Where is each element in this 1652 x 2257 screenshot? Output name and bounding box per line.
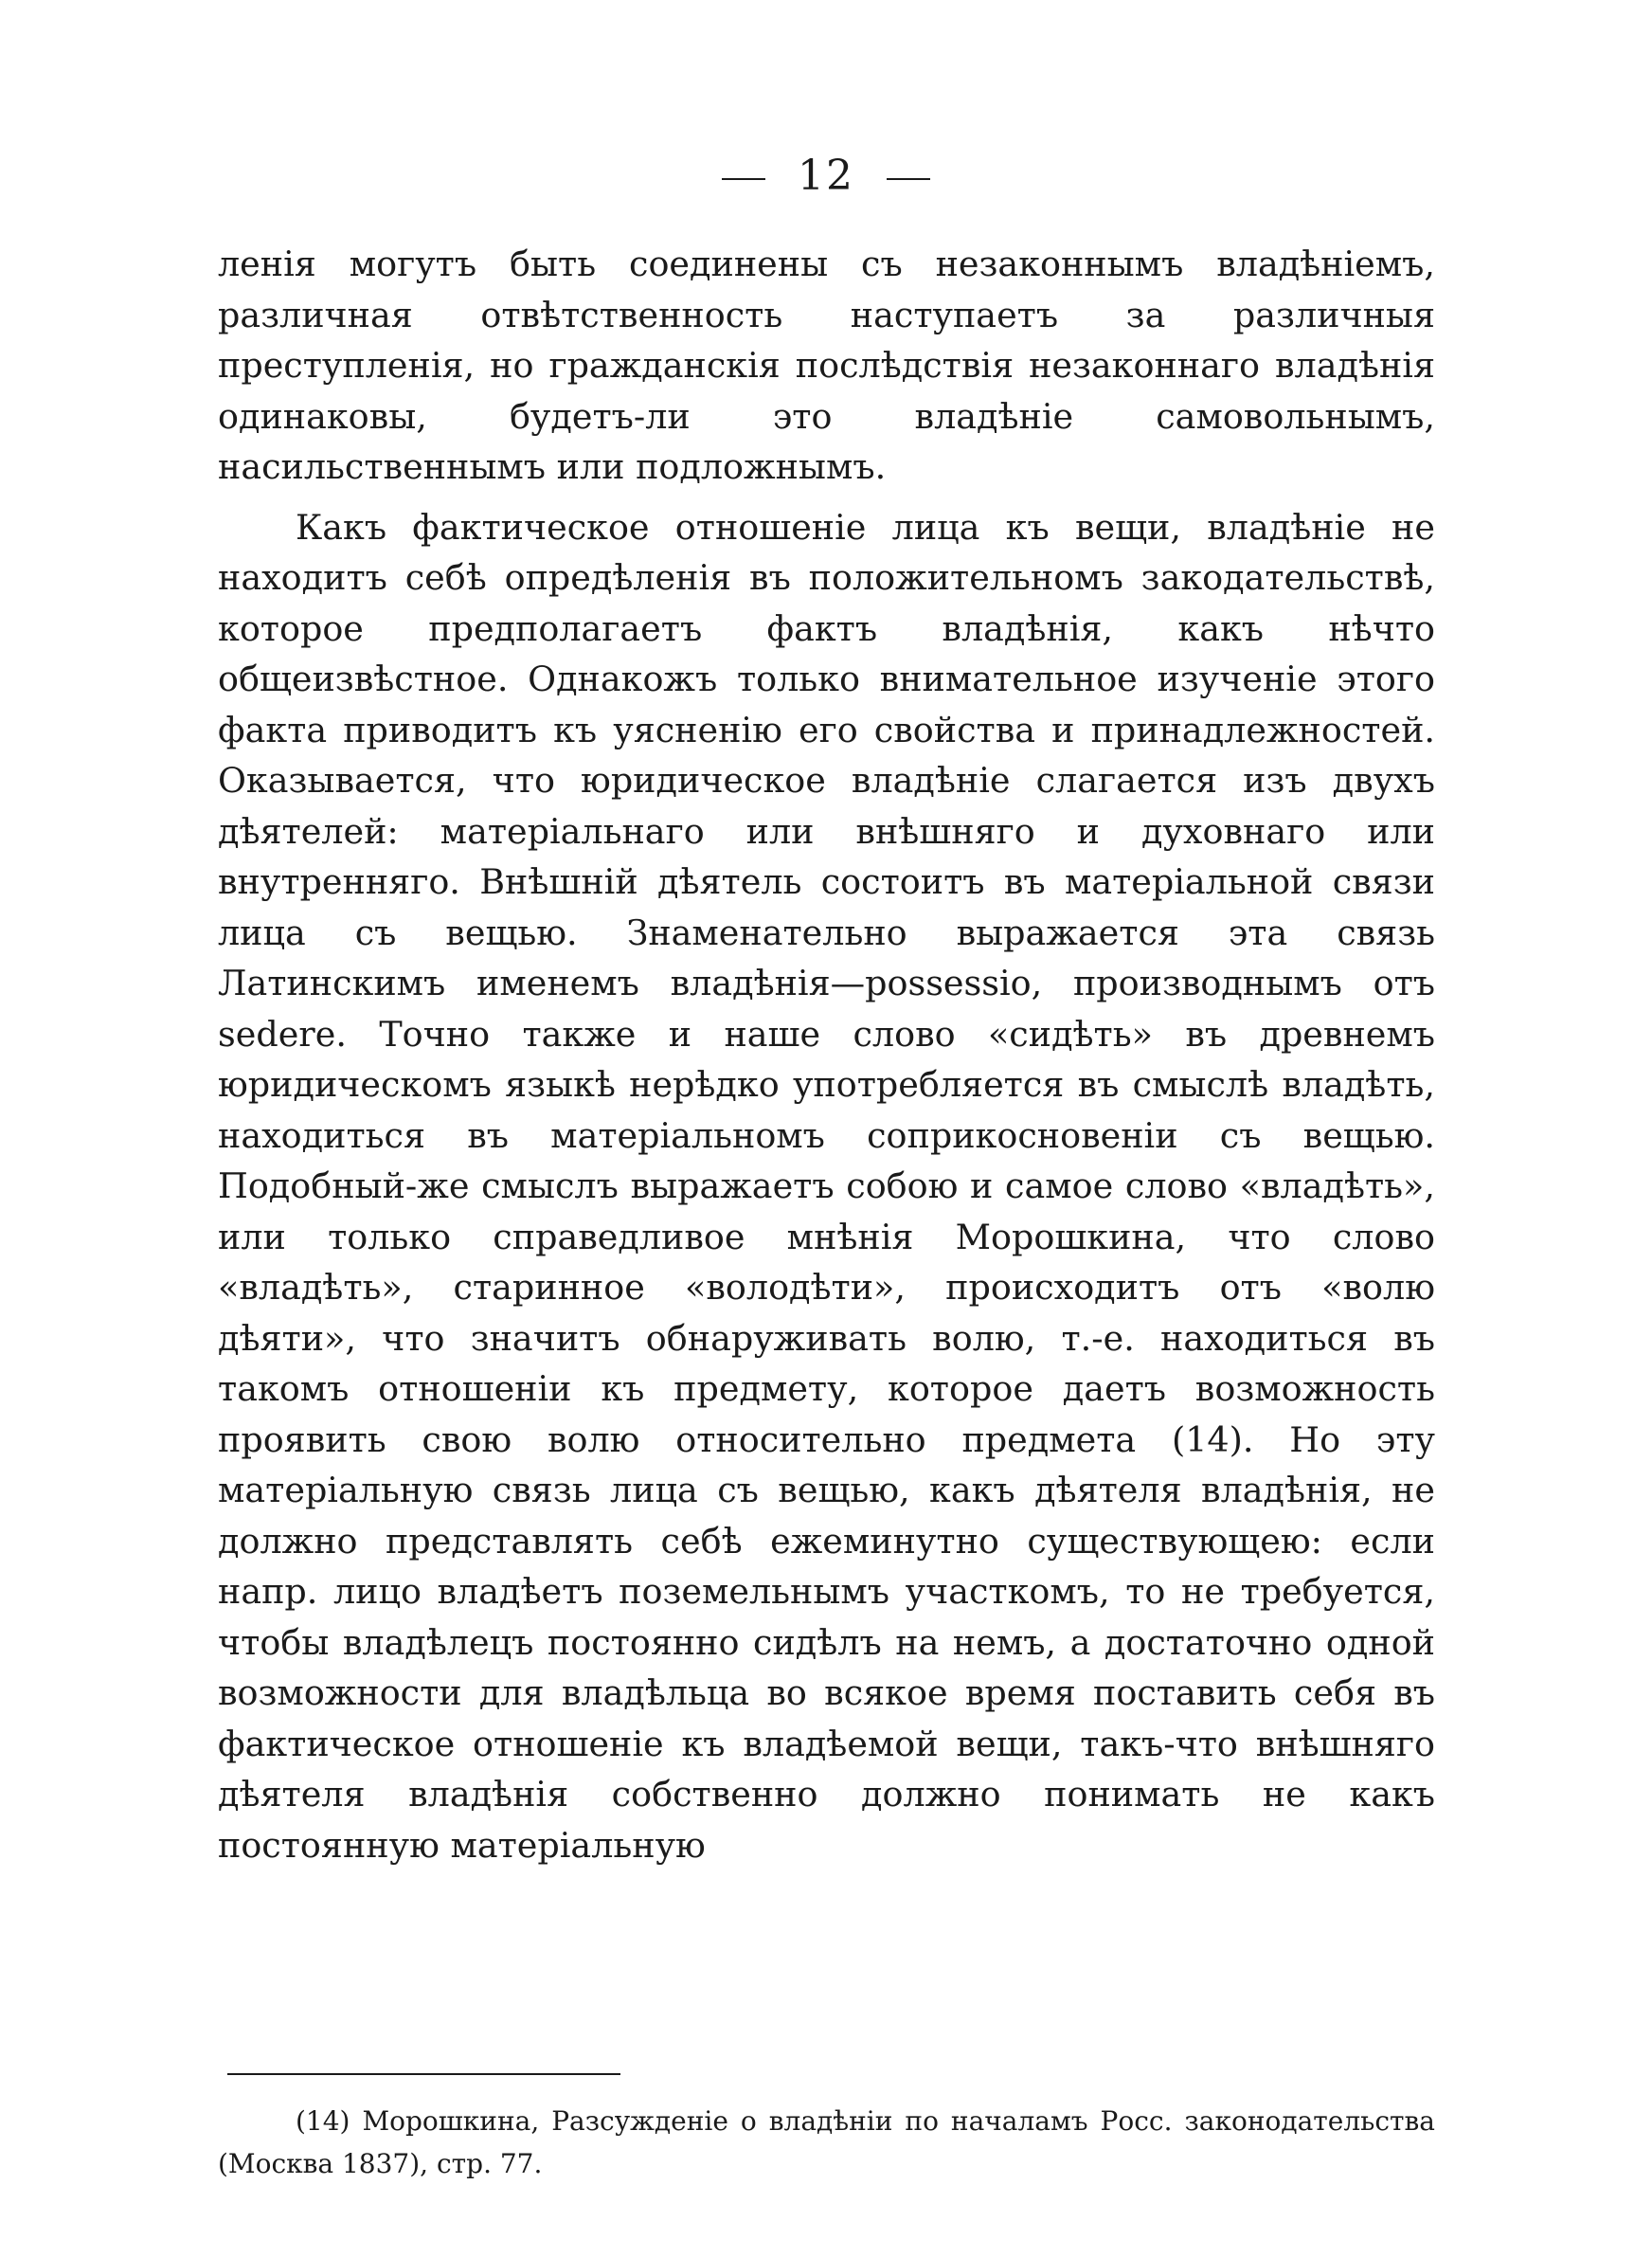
header-dash-right [887,178,930,180]
page-header [0,152,1652,200]
paragraph-1: ленія могутъ быть соединены съ незаконнымъ владѣніемъ, различная отвѣтственность наступаетъ за различныя преступленія, но гражданскія послѣдствія незаконнаго владѣнія одинаковы, будетъ-ли это владѣніе самовольнымъ, насильственнымъ или подложнымъ. [218,244,1435,487]
footnote-divider [227,2073,620,2075]
header-dash-left [722,178,765,180]
paragraph-2: Какъ фактическое отношеніе лица къ вещи, владѣніе не находитъ себѣ опредѣленія въ положительномъ закодательствѣ, которое предполагаетъ фактъ владѣнія, какъ нѣчто общеизвѣстное. Однакожъ только внимательное изученіе этого факта приводитъ къ уясненію его свойства и принадлежностей. Оказывается, что юридическое владѣніе слагается изъ двухъ дѣятелей: матеріальнаго или внѣшняго и духовнаго или внутренняго. Внѣшній дѣятель состоитъ въ матеріальной связи лица съ вещью. Знаменательно выражается эта связь Латинскимъ именемъ владѣнія—possessio, производнымъ отъ sedere. Точно также и наше слово «сидѣть» въ древнемъ юридическомъ языкѣ нерѣдко употребляется въ смыслѣ владѣть, находиться въ матеріальномъ соприкосновеніи съ вещью. Подобный-же смыслъ выражаетъ собою и самое слово «владѣть», или только справедливое мнѣнія Морошкина, что слово «владѣть», старинное «володѣти», происходитъ отъ «волю дѣяти», что значитъ обнаруживать волю, т.-е. находиться въ такомъ отношеніи къ предмету, которое даетъ возможность проявить свою волю относительно предмета (14). Но эту матеріальную связь лица съ вещью, какъ дѣятеля владѣнія, не должно представлять себѣ ежеминутно существующею: если напр. лицо владѣетъ поземельнымъ участкомъ, то не требуется, чтобы владѣлецъ постоянно сидѣлъ на немъ, а достаточно одной возможности для владѣльца во всякое время поставить себя въ фактическое отношеніе къ владѣемой вещи, такъ-что внѣшняго дѣятеля владѣнія собственно должно понимать не какъ постоянную матеріальную [218,506,1435,1866]
page-number: 12 [798,152,854,200]
footnote: (14) Морошкина, Разсужденіе о владѣніи по началамъ Росс. законодательства (Москва 1837), стр. 77. [218,2105,1435,2179]
body-text [218,239,1435,1870]
